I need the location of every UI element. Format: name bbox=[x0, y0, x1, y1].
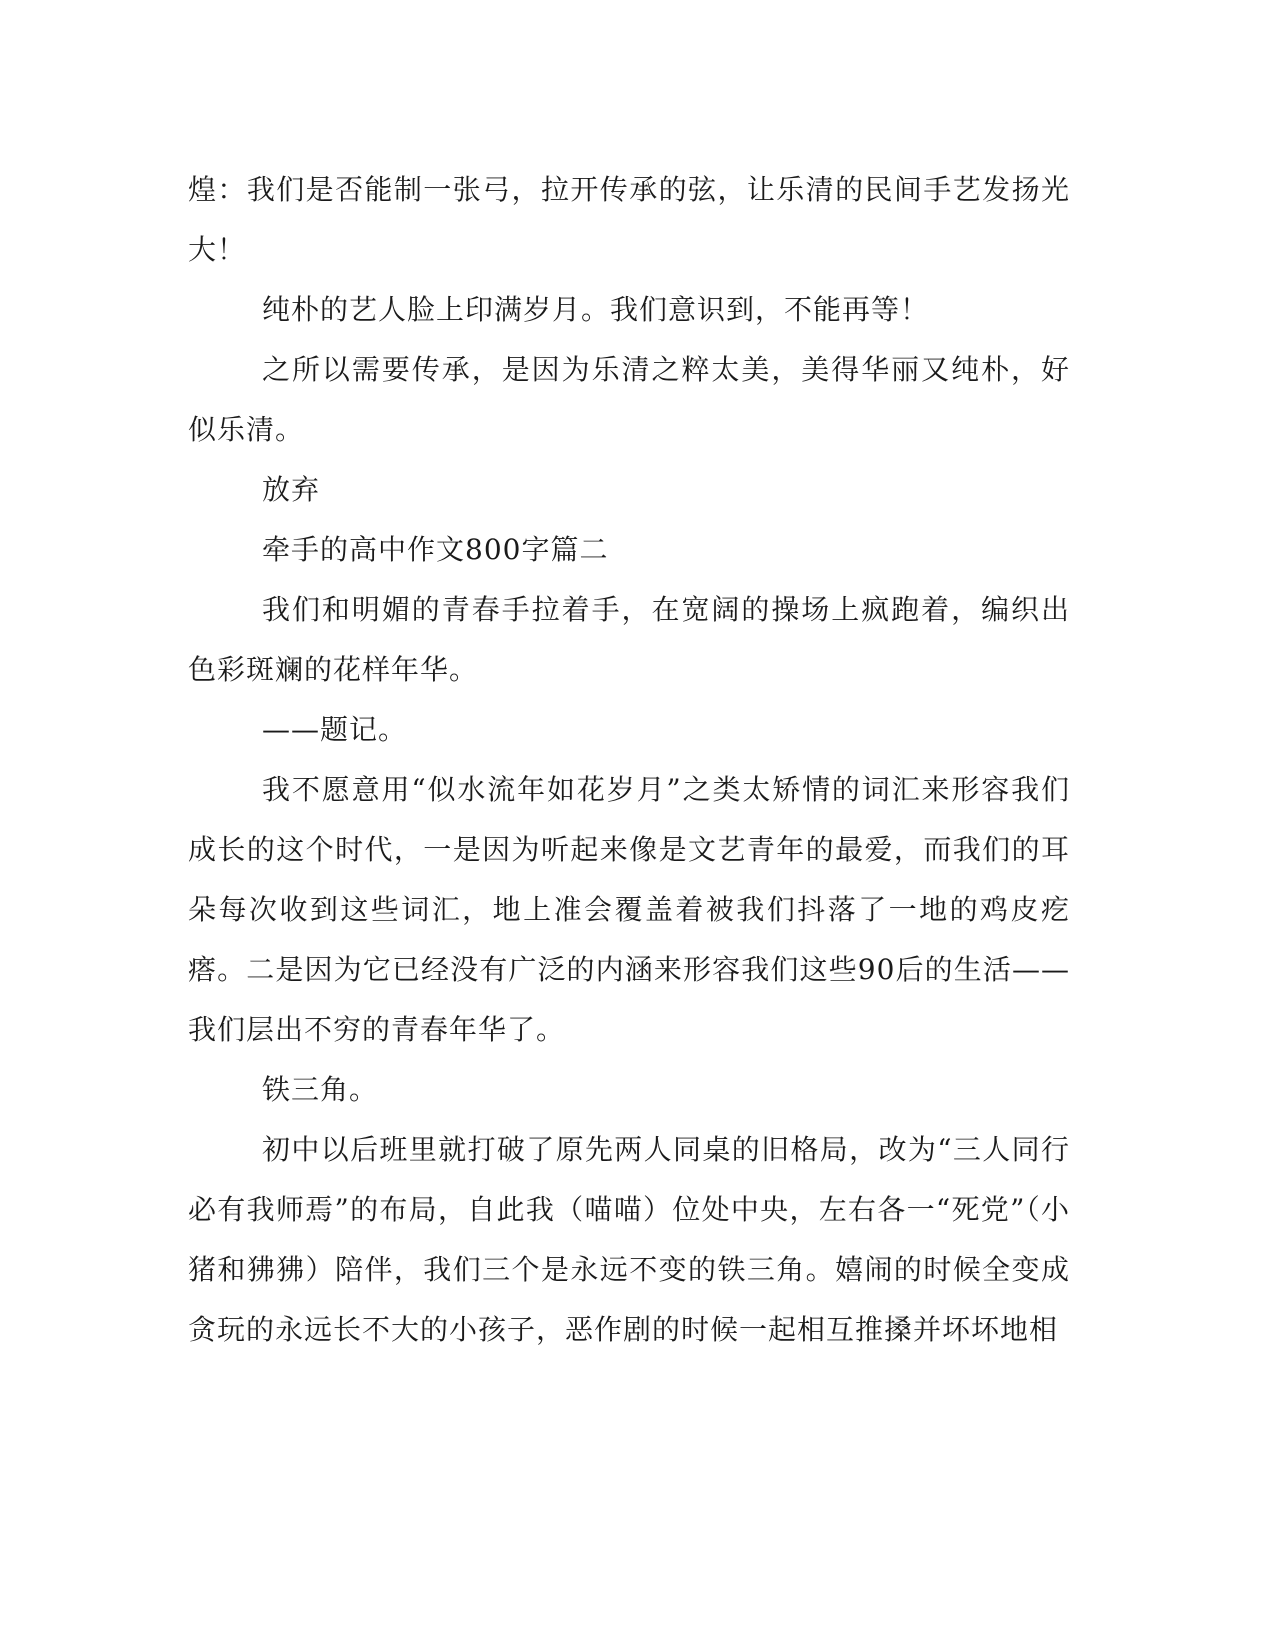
document-body bbox=[188, 160, 1070, 1360]
paragraph: 之所以需要传承，是因为乐清之粹太美，美得华丽又纯朴，好似乐清。 bbox=[188, 353, 1070, 446]
epigraph-attribution: ——题记。 bbox=[262, 713, 408, 746]
section-heading: 放弃 bbox=[262, 473, 321, 506]
paragraph: 煌：我们是否能制一张弓，拉开传承的弦，让乐清的民间手艺发扬光大！ bbox=[188, 173, 1070, 266]
paragraph: 我们和明媚的青春手拉着手，在宽阔的操场上疯跑着，编织出色彩斑斓的花样年华。 bbox=[188, 593, 1070, 686]
paragraph: 我不愿意用“似水流年如花岁月”之类太矫情的词汇来形容我们成长的这个时代，一是因为听起来像是文艺青年的最爱，而我们的耳朵每次收到这些词汇，地上准会覆盖着被我们抖落了一地的鸡皮疙瘩。二是因为它已经没有广泛的内涵来形容我们这些90后的生活——我们层出不穷的青春年华了。 bbox=[188, 773, 1070, 1046]
paragraph: 纯朴的艺人脸上印满岁月。我们意识到，不能再等！ bbox=[262, 293, 930, 326]
article-title: 牵手的高中作文800字篇二 bbox=[262, 533, 609, 566]
paragraph: 初中以后班里就打破了原先两人同桌的旧格局，改为“三人同行必有我师焉”的布局，自此我（喵喵）位处中央，左右各一“死党”（小猪和狒狒）陪伴，我们三个是永远不变的铁三角。嬉闹的时候全变成贪玩的永远长不大的小孩子，恶作剧的时候一起相互推搡并坏坏地相 bbox=[188, 1133, 1070, 1346]
section-heading: 铁三角。 bbox=[262, 1073, 379, 1106]
